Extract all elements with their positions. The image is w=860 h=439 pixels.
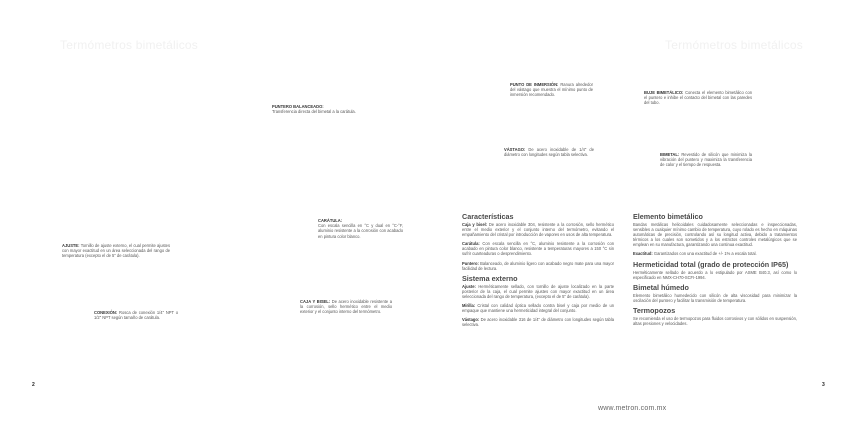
section-heading-caracteristicas: Características	[462, 212, 514, 221]
right-page-number: 3	[822, 382, 825, 388]
callout-text: Ranura alrededor del vástago que muestra el mínimo punto de inmersión recomendado.	[510, 82, 593, 98]
callout-label: CAJA Y BISEL:	[300, 299, 331, 304]
callout-text: De acero inoxidable resistente a la corrosión, sello hermético entre el medio exterior y el conjunto interno del termómetro.	[300, 299, 392, 315]
callout-text: Conecta el elemento bimetálico con el puntero e inhibe el contacto del bimetal con las paredes del tubo.	[644, 90, 753, 106]
callout-text: Transferencia directa del bimetal a la carátula.	[272, 109, 356, 115]
footer-url[interactable]: www.metron.com.mx	[598, 405, 667, 412]
callout-label: CONEXIÓN:	[94, 310, 118, 315]
callout-text: Rosca de conexión 1/4" NPT o 1/2" NPT según tamaño de carátula.	[94, 310, 178, 321]
specs-right-column	[633, 213, 797, 330]
specs-left-column	[462, 213, 614, 331]
callout-label: CARÁTULA:	[318, 218, 343, 223]
callout-ajuste	[62, 243, 170, 259]
paragraph-vastago: Vástago: De acero inoxidable 316 de 1/4" de diámetro con longitudes según tabla selectiva.	[462, 317, 614, 328]
section-heading-hermeticidad: Hermeticidad total (grado de protección IP65)	[633, 259, 789, 269]
callout-vastago	[504, 147, 594, 157]
section-heading-termopozos: Termopozos	[633, 305, 676, 315]
left-page-title: Termómetros bimetálicos	[60, 38, 198, 52]
callout-punto-inmersion	[510, 82, 593, 98]
callout-text: Tornillo de ajuste externo, el cual permite ajustes con mayor exactitud en un área seleccionada del rango de temperatura (excepto el de 5" de carátula).	[62, 243, 170, 259]
paragraph-termopozos: Se recomienda el uso de termopozos para fluidos corrosivos y con sólidos en suspensión, altas presiones y velocidades.	[633, 315, 797, 327]
paragraph-puntero: Puntero: Balanceado, de aluminio ligero con acabado negro mate para una mayor facilidad de lectura.	[462, 260, 614, 271]
paragraph-ajuste: Ajuste: Herméticamente sellado, con tornillo de ajuste localizado en la parte posterior de la caja, el cual permite ajustes con mayor exactitud en un área seleccionada del rango de temperatura, (excepto el de 5" de carátula).	[462, 283, 614, 299]
paragraph-caja-bisel: Caja y bisel: De acero inoxidable 304, resistente a la corrosión, sello hermético entre el medio exterior y el conjunto interno del termómetro, evitando el empañamiento del cristal por introducción de vapores en usos de alta temperatura.	[462, 222, 614, 238]
callout-conexion	[94, 310, 178, 320]
paragraph-hermeticidad: Herméticamente sellado de acuerdo a lo estipulado por ASME B40.3, así como lo especificado en NMX-CH70-SCFI-1994.	[633, 269, 797, 280]
callout-label: PUNTERO BALANCEADO:	[272, 104, 324, 109]
callout-text: Con escala sencilla en °C y dual en °C-°F, aluminio resistente a la corrosión con acabado en pintura color blanco.	[318, 223, 403, 239]
callout-label: AJUSTE:	[62, 243, 80, 248]
paragraph-elemento-bimetalico: Bandas metálicas helicoidales cuidadosamente seleccionadas e inspeccionadas, sensibles a cualquier mínimo cambio de temperatura, cuyo rolado es hecho en máquinas automáticas de precisión, controlando así su longitud activa, debido a tratamientos térmicos a los cuales son sometidos y a los estrictos controles metalúrgicos que se emplean en su manufactura, garantizando una continua exactitud.	[633, 222, 797, 248]
callout-label: PUNTO DE INMERSIÓN:	[510, 82, 559, 87]
callout-caja-bisel	[300, 299, 392, 315]
callout-puntero-balanceado	[272, 104, 402, 114]
callout-text: Revestido de silicón que minimiza la vibración del puntero y maximiza la transferencia de calor y el tiempo de respuesta.	[660, 152, 752, 168]
callout-label: BIMETAL:	[660, 152, 680, 157]
callout-text: De acero inoxidable de 1/4" de diámetro con longitudes según tabla selectiva.	[504, 147, 594, 158]
paragraph-bimetal-humedo: Elemento bimetálico humedecido con silicón de alta viscosidad para minimizar la oscilación del puntero y facilitar la transmisión de temperatura.	[633, 292, 797, 303]
callout-bimetal	[660, 152, 752, 168]
paragraph-caratula: Carátula: Con escala sencilla en °C, aluminio resistente a la corrosión con acabado en pintura color blanco, resistente a temperaturas mayores a 150 °C sin sufrir cuarteaduras o desprendimiento.	[462, 241, 614, 257]
paragraph-mirilla: Mirilla: Cristal con calidad óptica sellado contra bisel y caja por medio de un empaque que mantiene una hermeticidad integral del conjunto.	[462, 303, 614, 314]
section-heading-elemento-bimetalico: Elemento bimetálico	[633, 212, 703, 221]
section-heading-bimetal-humedo: Bimetal húmedo	[633, 282, 689, 292]
section-heading-sistema-externo: Sistema externo	[462, 273, 518, 283]
paragraph-exactitud: Exactitud: Garantizados con una exactitud de +/- 1% a escala total.	[633, 251, 757, 257]
callout-buje-bimetalico	[644, 90, 752, 106]
callout-caratula	[318, 218, 403, 239]
right-page-title: Termómetros bimetálicos	[665, 38, 803, 52]
callout-label: VÁSTAGO:	[504, 147, 526, 152]
callout-label: BUJE BIMETÁLICO:	[644, 90, 684, 95]
left-page-number: 2	[32, 382, 35, 388]
